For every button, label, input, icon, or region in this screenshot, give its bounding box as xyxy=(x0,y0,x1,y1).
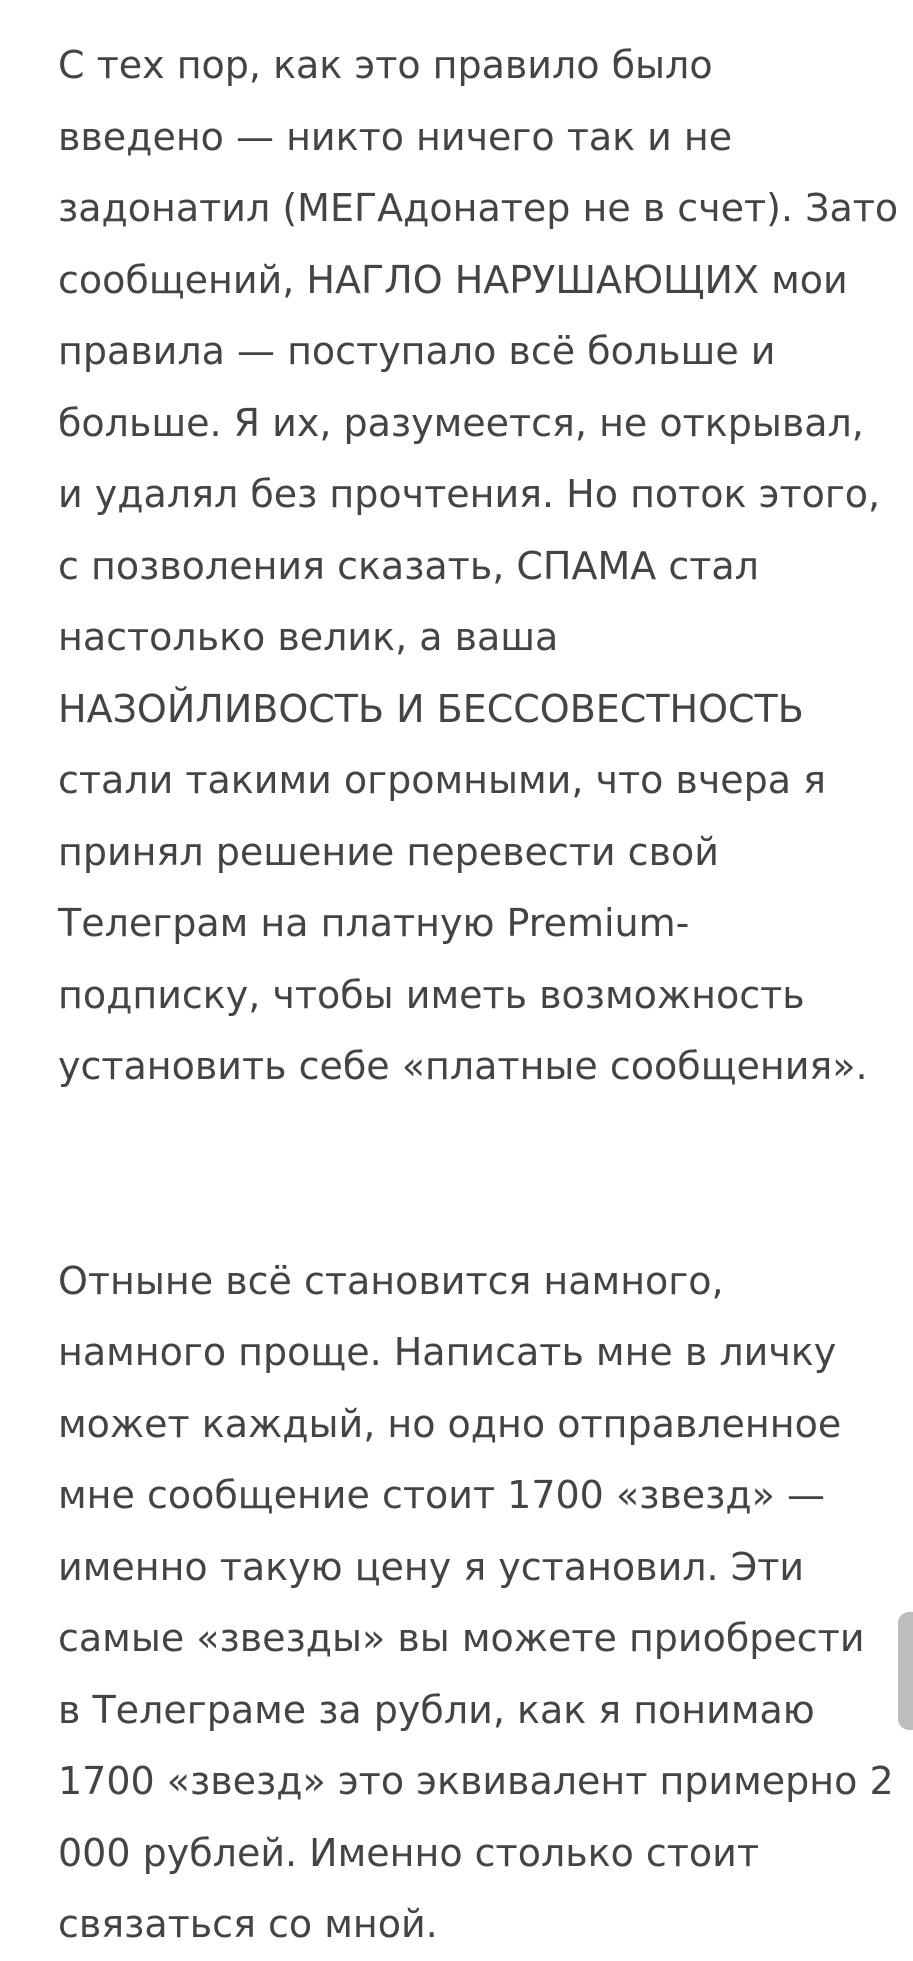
paragraph-2: Отныне всё становится намного, намного проще. Написать мне в личку может каждый, но одно отправленное мне сообщение стоит 1700 «звезд» — именно такую цену я установил. Эти самые «звезды» вы можете приобрести в Телеграме за рубли, как я понимаю 1700 «звезд» это эквивалент примерно 2 000 рублей. Именно столько стоит связаться со мной. xyxy=(58,1258,894,1946)
article-body xyxy=(58,30,900,1961)
scrollbar-thumb[interactable] xyxy=(898,1612,913,1730)
paragraph-1: С тех пор, как это правило было введено — никто ничего так и не задонатил (МЕГАдонатер не в счет). Зато сообщений, НАГЛО НАРУШАЮЩИХ мои правила — поступало всё больше и больше. Я их, разумеется, не открывал, и удалял без прочтения. Но поток этого, с позволения сказать, СПАМА стал настолько велик, а ваша НАЗОЙЛИВОСТЬ И БЕССОВЕСТНОСТЬ стали такими огромными, что вчера я принял решение перевести свой Телеграм на платную Premium- подписку, чтобы иметь возможность установить себе «платные сообщения». xyxy=(58,43,899,1088)
